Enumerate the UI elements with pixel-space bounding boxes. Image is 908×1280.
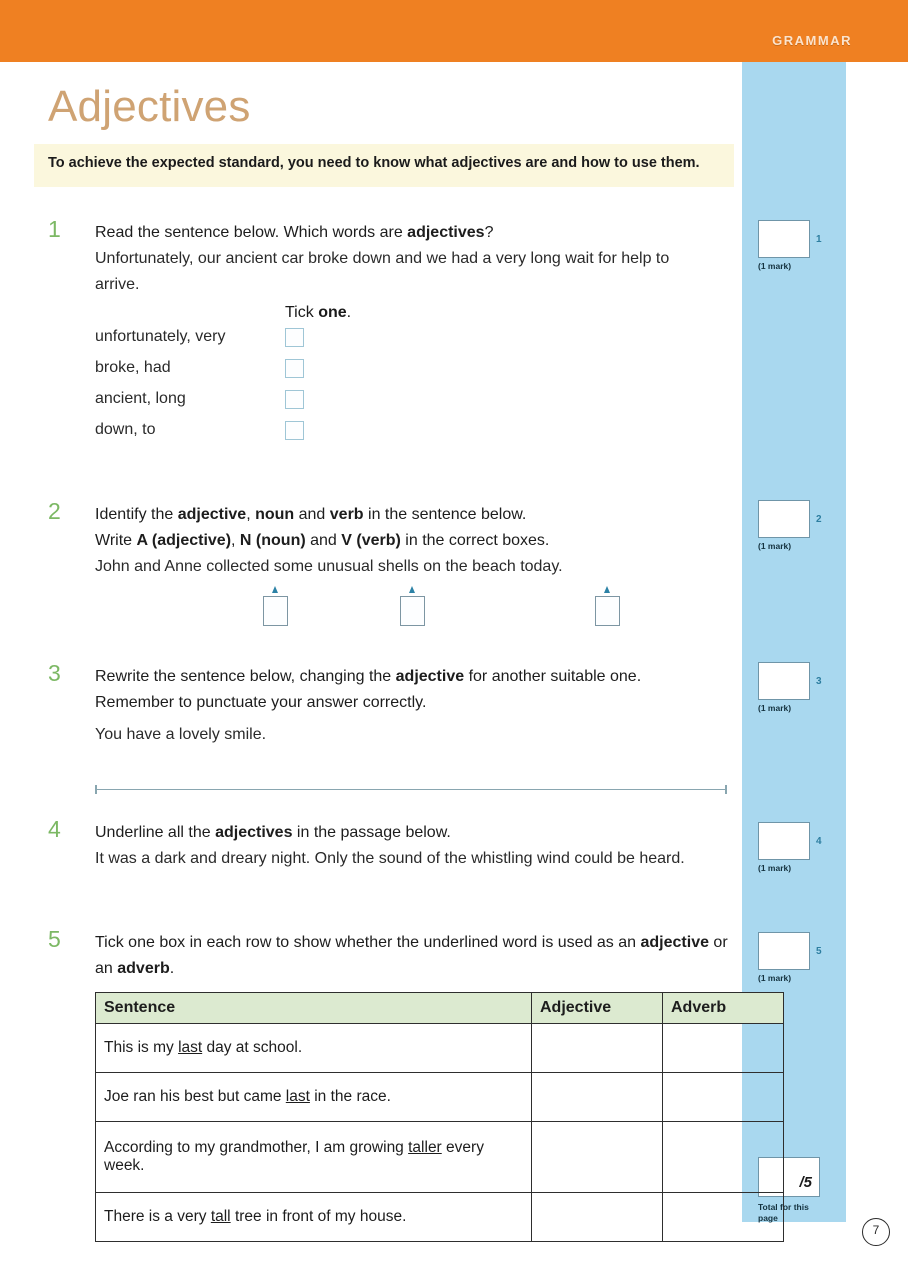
question-1-prompt bbox=[95, 220, 728, 246]
q1-prompt-end: ? bbox=[484, 224, 494, 241]
option-checkbox-1[interactable] bbox=[285, 328, 304, 347]
intro-banner bbox=[34, 144, 734, 187]
page-total-note: Total for this page bbox=[758, 1202, 809, 1223]
question-2-line-2 bbox=[95, 528, 728, 554]
table-row bbox=[96, 1072, 784, 1121]
q2-l2d: N (noun) bbox=[239, 531, 306, 549]
option-row-2 bbox=[95, 353, 728, 384]
table-cell-adjective-tick[interactable] bbox=[532, 1072, 663, 1121]
row1-pre: This is my bbox=[104, 1038, 179, 1056]
mark-question-number-3: 3 bbox=[816, 676, 822, 687]
q1-prompt-a: Read the sentence below. Which words are bbox=[95, 224, 408, 241]
answer-box-verb[interactable] bbox=[595, 596, 620, 626]
row1-underlined-word: last bbox=[178, 1038, 203, 1056]
mark-entry-box-1[interactable] bbox=[758, 220, 810, 258]
mark-entry-box-5[interactable] bbox=[758, 932, 810, 970]
q4-b: adjectives bbox=[215, 824, 293, 841]
mark-slot-3 bbox=[758, 662, 834, 713]
question-2-line-1 bbox=[95, 502, 728, 528]
question-3-prompt bbox=[95, 664, 713, 716]
option-checkbox-3[interactable] bbox=[285, 390, 304, 409]
option-label-2: broke, had bbox=[95, 359, 171, 377]
question-5-body bbox=[95, 930, 728, 1242]
q3-a: Rewrite the sentence below, changing the bbox=[95, 668, 396, 685]
page-number: 7 bbox=[862, 1218, 890, 1246]
question-3 bbox=[48, 660, 728, 796]
table-row bbox=[96, 1121, 784, 1192]
question-4 bbox=[48, 816, 728, 872]
table-cell-adjective-tick[interactable] bbox=[532, 1192, 663, 1241]
question-4-prompt bbox=[95, 820, 728, 846]
mark-entry-box-2[interactable] bbox=[758, 500, 810, 538]
question-2 bbox=[48, 498, 728, 630]
mark-slot-1 bbox=[758, 220, 834, 271]
question-2-answer-boxes bbox=[95, 584, 728, 630]
row2-post: in the race. bbox=[309, 1087, 391, 1105]
intro-text: To achieve the expected standard, you need to know what adjectives are and how to use them. bbox=[48, 155, 700, 171]
tick-instr-c: . bbox=[346, 303, 352, 321]
mark-note-2: (1 mark) bbox=[758, 541, 792, 551]
q1-prompt-bold: adjectives bbox=[407, 224, 485, 241]
page-total-value: /5 bbox=[799, 1174, 812, 1191]
table-row bbox=[96, 1023, 784, 1072]
table-cell-adjective-tick[interactable] bbox=[532, 1121, 663, 1192]
mark-entry-box-4[interactable] bbox=[758, 822, 810, 860]
table-header-row bbox=[96, 992, 784, 1023]
option-label-1: unfortunately, very bbox=[95, 328, 226, 346]
mark-slot-4 bbox=[758, 822, 834, 873]
answer-box-adjective[interactable] bbox=[263, 596, 288, 626]
option-checkbox-2[interactable] bbox=[285, 359, 304, 378]
option-label-4: down, to bbox=[95, 421, 156, 439]
q2-l2e: and bbox=[305, 531, 342, 549]
q2-l2b: A (adjective) bbox=[136, 531, 232, 549]
q2-l1f: verb bbox=[329, 506, 364, 523]
q5-c: or an bbox=[95, 934, 728, 977]
question-4-body bbox=[95, 820, 728, 872]
table-header-adverb: Adverb bbox=[663, 992, 784, 1023]
q2-l1d: noun bbox=[255, 506, 295, 523]
q2-l1e: and bbox=[294, 506, 330, 523]
option-row-3 bbox=[95, 384, 728, 415]
q2-l2a: Write bbox=[95, 531, 137, 549]
question-3-body bbox=[95, 664, 728, 796]
tick-instr-a: Tick bbox=[285, 303, 319, 321]
mark-slot-2 bbox=[758, 500, 834, 551]
table-cell-adverb-tick[interactable] bbox=[663, 1121, 784, 1192]
q2-l1a: Identify the bbox=[95, 506, 178, 523]
q5-a: Tick one box in each row to show whether the underlined word is used as an bbox=[95, 934, 641, 951]
writing-line-cap-right bbox=[725, 785, 727, 794]
option-checkbox-4[interactable] bbox=[285, 421, 304, 440]
mark-note-5: (1 mark) bbox=[758, 973, 792, 983]
q3-b: adjective bbox=[395, 668, 465, 685]
mark-question-number-4: 4 bbox=[816, 836, 822, 847]
q3-c: for another suitable one. Remember to punctuate your answer correctly. bbox=[95, 668, 642, 711]
table-cell-adverb-tick[interactable] bbox=[663, 1192, 784, 1241]
worksheet-body bbox=[0, 62, 742, 1280]
top-orange-band bbox=[0, 0, 908, 62]
q4-c: in the passage below. bbox=[292, 824, 451, 841]
question-2-sentence: John and Anne collected some unusual shells on the beach today. bbox=[95, 557, 563, 575]
mark-slot-5 bbox=[758, 932, 834, 983]
question-5 bbox=[48, 926, 728, 1242]
table-cell-adverb-tick[interactable] bbox=[663, 1023, 784, 1072]
q5-d: adverb bbox=[117, 959, 170, 977]
table-header-sentence: Sentence bbox=[96, 992, 532, 1023]
question-4-number: 4 bbox=[48, 816, 61, 842]
table-cell-sentence bbox=[96, 1192, 532, 1241]
question-1-sentence: Unfortunately, our ancient car broke down and we had a very long wait for help to arrive. bbox=[95, 249, 670, 293]
option-label-3: ancient, long bbox=[95, 390, 186, 408]
mark-note-4: (1 mark) bbox=[758, 863, 792, 873]
answer-box-noun[interactable] bbox=[400, 596, 425, 626]
row3-pre: According to my grandmother, I am growing bbox=[104, 1138, 409, 1156]
question-3-number: 3 bbox=[48, 660, 61, 686]
mark-note-3: (1 mark) bbox=[758, 703, 792, 713]
question-1-number: 1 bbox=[48, 216, 61, 242]
question-5-number: 5 bbox=[48, 926, 61, 952]
q2-l1c: , bbox=[246, 506, 256, 523]
mark-entry-box-3[interactable] bbox=[758, 662, 810, 700]
q4-a: Underline all the bbox=[95, 824, 216, 841]
question-1-tick-instruction bbox=[285, 304, 728, 322]
table-row bbox=[96, 1192, 784, 1241]
row4-underlined-word: tall bbox=[210, 1207, 231, 1225]
q2-l1g: in the sentence below. bbox=[363, 506, 527, 523]
row3-underlined-word: taller bbox=[408, 1138, 442, 1156]
table-cell-sentence bbox=[96, 1072, 532, 1121]
q2-l1b: adjective bbox=[177, 506, 247, 523]
section-label: GRAMMAR bbox=[772, 33, 852, 48]
tick-instr-b: one bbox=[318, 303, 347, 321]
q5-b: adjective bbox=[640, 934, 709, 951]
q5-e: . bbox=[169, 959, 175, 977]
question-2-body bbox=[95, 502, 728, 630]
question-2-number: 2 bbox=[48, 498, 61, 524]
row1-post: day at school. bbox=[202, 1038, 303, 1056]
answer-writing-line[interactable] bbox=[95, 784, 727, 796]
question-1 bbox=[48, 216, 728, 446]
row2-underlined-word: last bbox=[285, 1087, 310, 1105]
table-cell-adverb-tick[interactable] bbox=[663, 1072, 784, 1121]
mark-question-number-1: 1 bbox=[816, 234, 822, 245]
mark-question-number-5: 5 bbox=[816, 946, 822, 957]
q2-l2g: in the correct boxes. bbox=[400, 531, 550, 549]
row2-pre: Joe ran his best but came bbox=[104, 1087, 286, 1105]
question-4-passage[interactable]: It was a dark and dreary night. Only the sound of the whistling wind could be heard. bbox=[95, 849, 685, 867]
option-row-4 bbox=[95, 415, 728, 446]
row3-post: every week. bbox=[104, 1138, 484, 1174]
table-header-adjective: Adjective bbox=[532, 992, 663, 1023]
q2-l2f: V (verb) bbox=[341, 531, 401, 549]
table-cell-sentence bbox=[96, 1121, 532, 1192]
adjective-adverb-table bbox=[95, 992, 784, 1242]
question-1-body bbox=[95, 220, 728, 446]
option-row-1 bbox=[95, 322, 728, 353]
q2-l2c: , bbox=[231, 531, 240, 549]
row4-post: tree in front of my house. bbox=[230, 1207, 407, 1225]
writing-line-rule bbox=[95, 789, 727, 791]
page-title: Adjectives bbox=[48, 82, 251, 131]
mark-note-1: (1 mark) bbox=[758, 261, 792, 271]
row4-pre: There is a very bbox=[104, 1207, 211, 1225]
mark-question-number-2: 2 bbox=[816, 514, 822, 525]
question-5-prompt bbox=[95, 930, 735, 982]
question-3-sentence: You have a lovely smile. bbox=[95, 725, 267, 743]
table-cell-sentence bbox=[96, 1023, 532, 1072]
table-cell-adjective-tick[interactable] bbox=[532, 1023, 663, 1072]
